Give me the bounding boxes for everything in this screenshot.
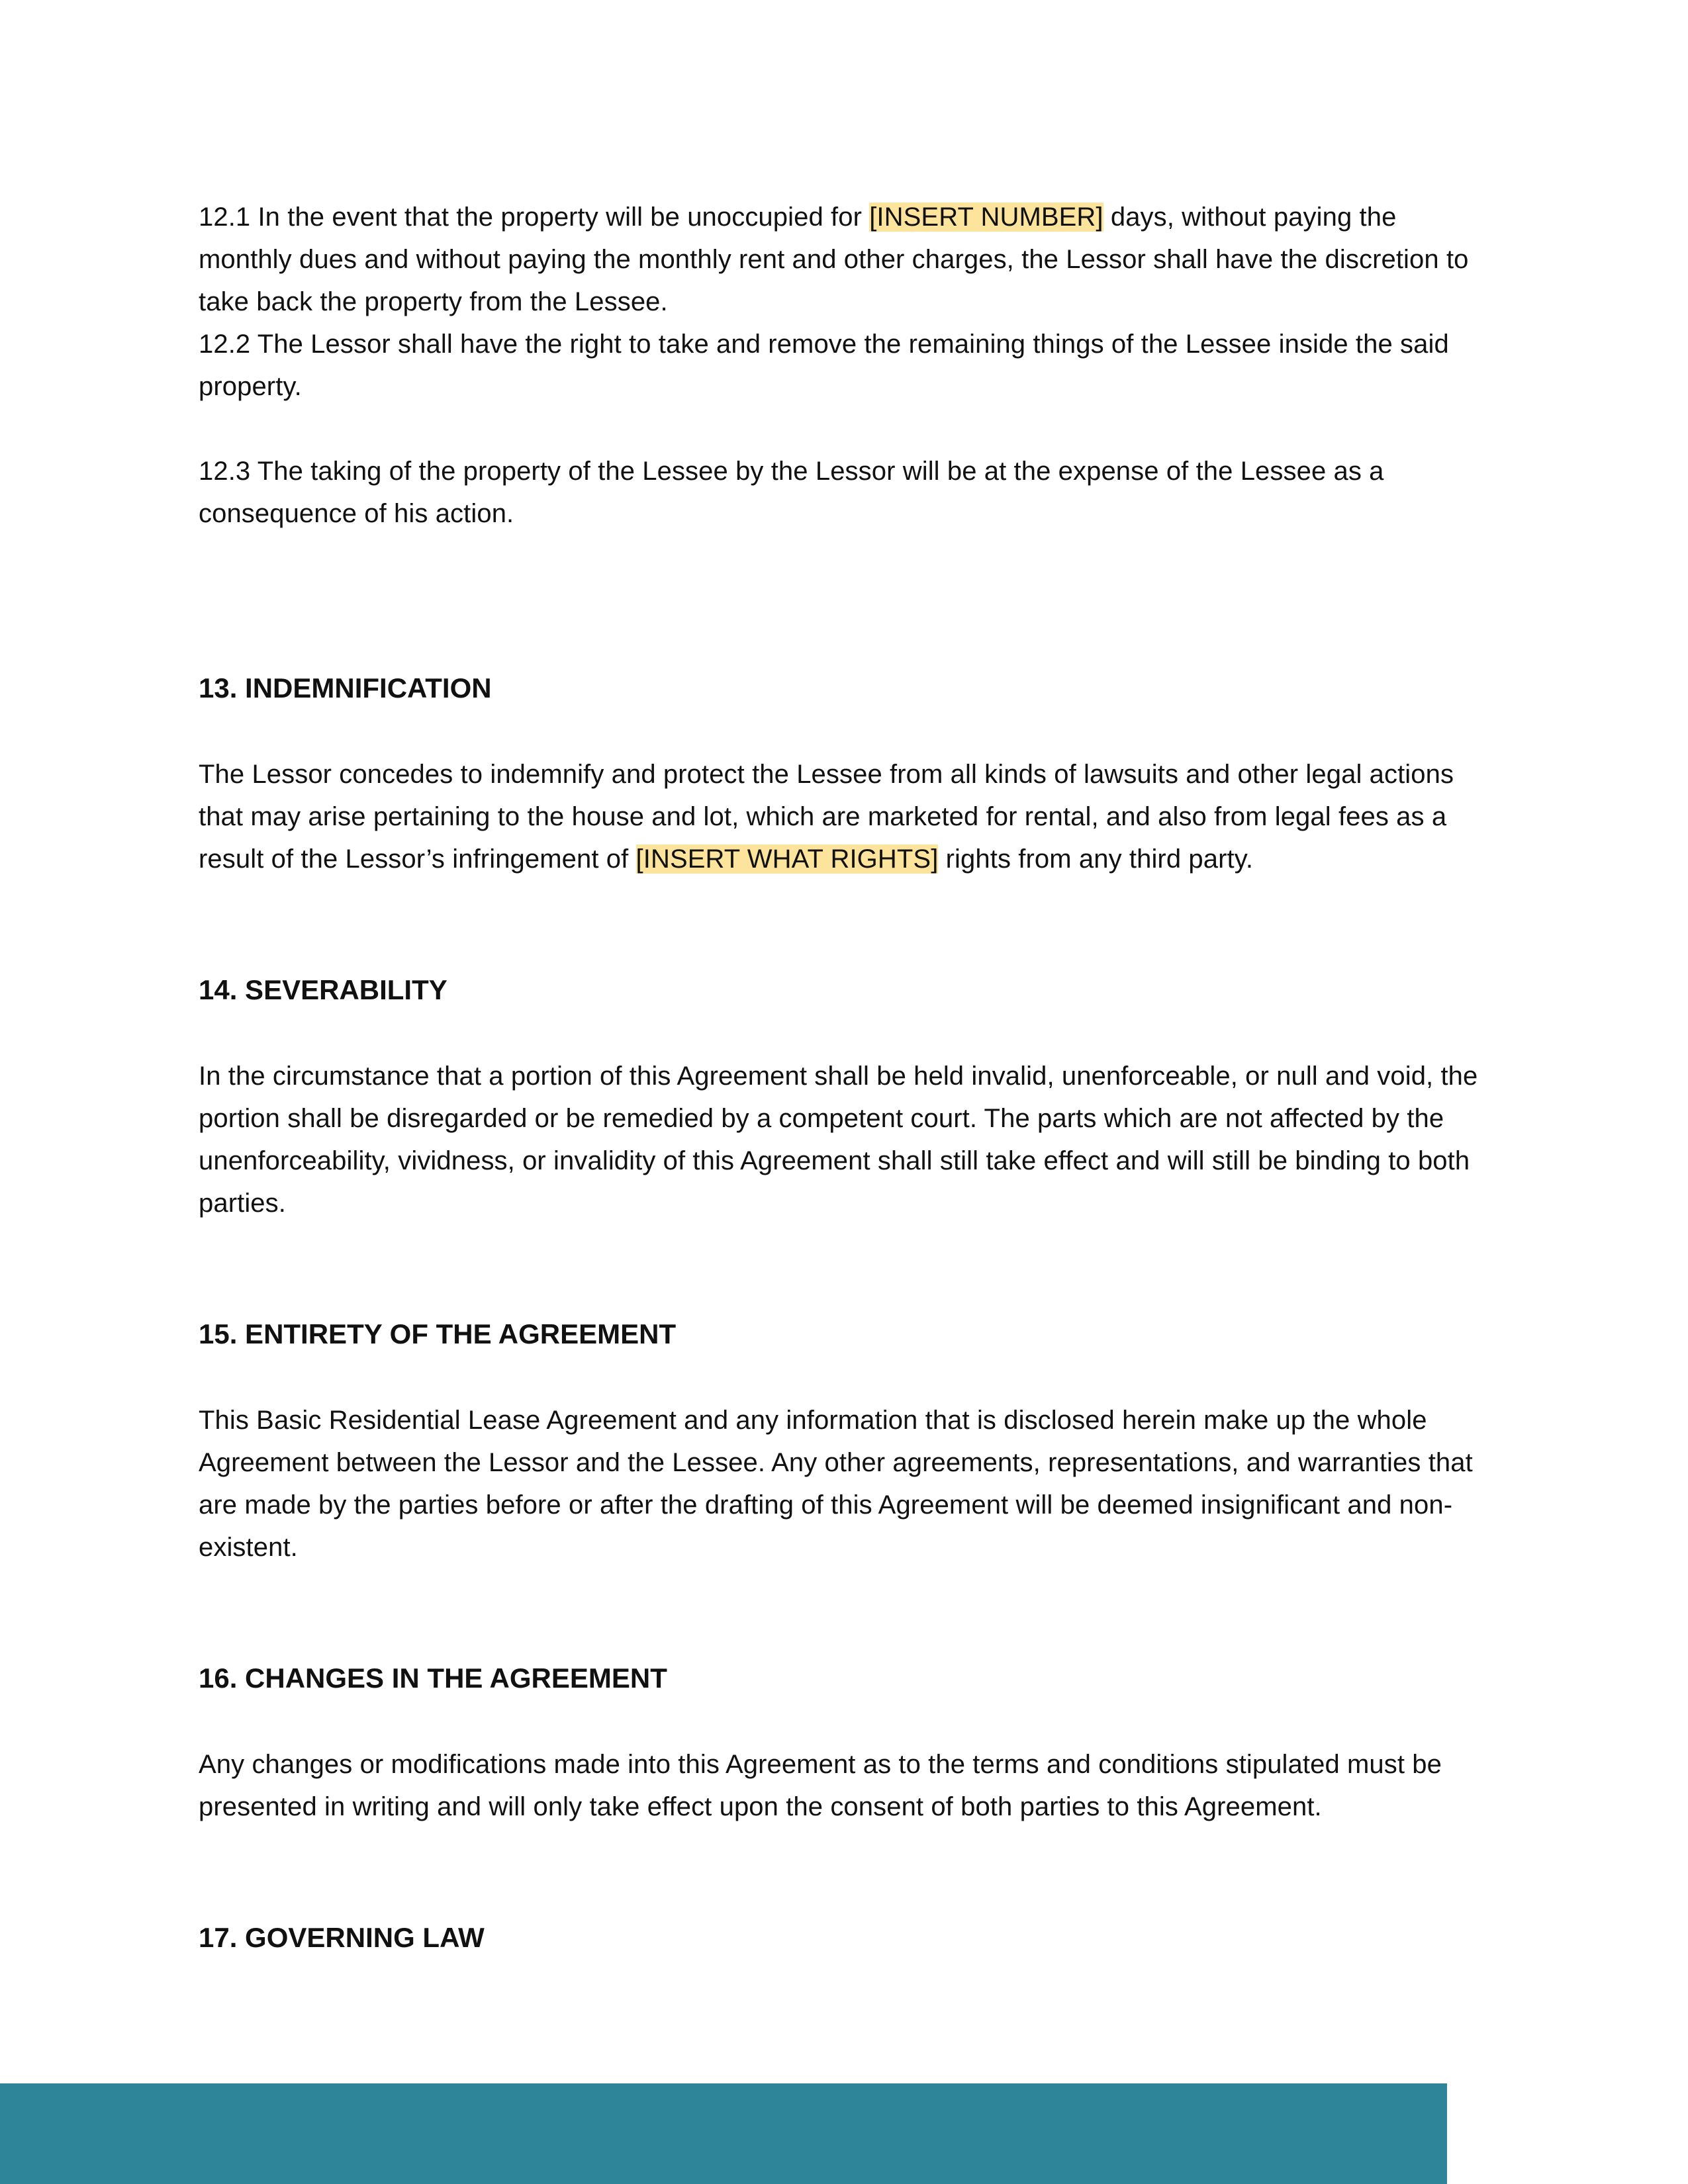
clause-12-3: 12.3 The taking of the property of the Lessee by the Lessor will be at the expense of the Lessee as a consequence of his action. <box>199 457 1384 528</box>
entirety-body: This Basic Residential Lease Agreement and any information that is disclosed herein make up the whole Agreement between the Lessor and the Lessee. Any other agreements, representations, and warranties that are made by the parties before or after the drafting of this Agreement will be deemed insignificant and non-existent. <box>199 1406 1473 1562</box>
insert-what-rights-placeholder: [INSERT WHAT RIGHTS] <box>635 844 939 874</box>
heading-severability: 14. SEVERABILITY <box>199 974 447 1005</box>
clause-12-2: 12.2 The Lessor shall have the right to take and remove the remaining things of the Lessee inside the said property. <box>199 330 1449 401</box>
heading-indemnification: 13. INDEMNIFICATION <box>199 672 492 704</box>
heading-governing-law: 17. GOVERNING LAW <box>199 1922 485 1953</box>
clause-12-1-text-start: 12.1 In the event that the property will be unoccupied for <box>199 203 870 232</box>
clause-12-1 <box>199 196 1496 323</box>
severability-body: In the circumstance that a portion of this Agreement shall be held invalid, unenforceable, or null and void, the portion shall be disregarded or be remedied by a competent court. The parts which are not affected by the unenforceability, vividness, or invalidity of this Agreement shall still take effect and will still be binding to both parties. <box>199 1062 1478 1218</box>
indemnification-body <box>199 753 1496 880</box>
footer-color-band <box>0 2083 1447 2184</box>
indemnification-text-start: The Lessor concedes to indemnify and protect the Lessee from all kinds of lawsuits and other legal actions that may arise pertaining to the house and lot, which are marketed for rental, and also from legal fees as a result of the Lessor’s infringement of <box>199 760 1454 874</box>
clause-12-1-text-end: days, without paying the monthly dues and without paying the monthly rent and other charges, the Lessor shall have the discretion to take back the property from the Lessee. <box>199 203 1469 316</box>
heading-entirety: 15. ENTIRETY OF THE AGREEMENT <box>199 1318 677 1349</box>
insert-number-placeholder: [INSERT NUMBER] <box>869 203 1103 232</box>
changes-body: Any changes or modifications made into this Agreement as to the terms and conditions stipulated must be presented in writing and will only take effect upon the consent of both parties to this Agreement. <box>199 1750 1442 1821</box>
indemnification-text-end: rights from any third party. <box>938 844 1254 874</box>
heading-changes: 16. CHANGES IN THE AGREEMENT <box>199 1662 667 1694</box>
